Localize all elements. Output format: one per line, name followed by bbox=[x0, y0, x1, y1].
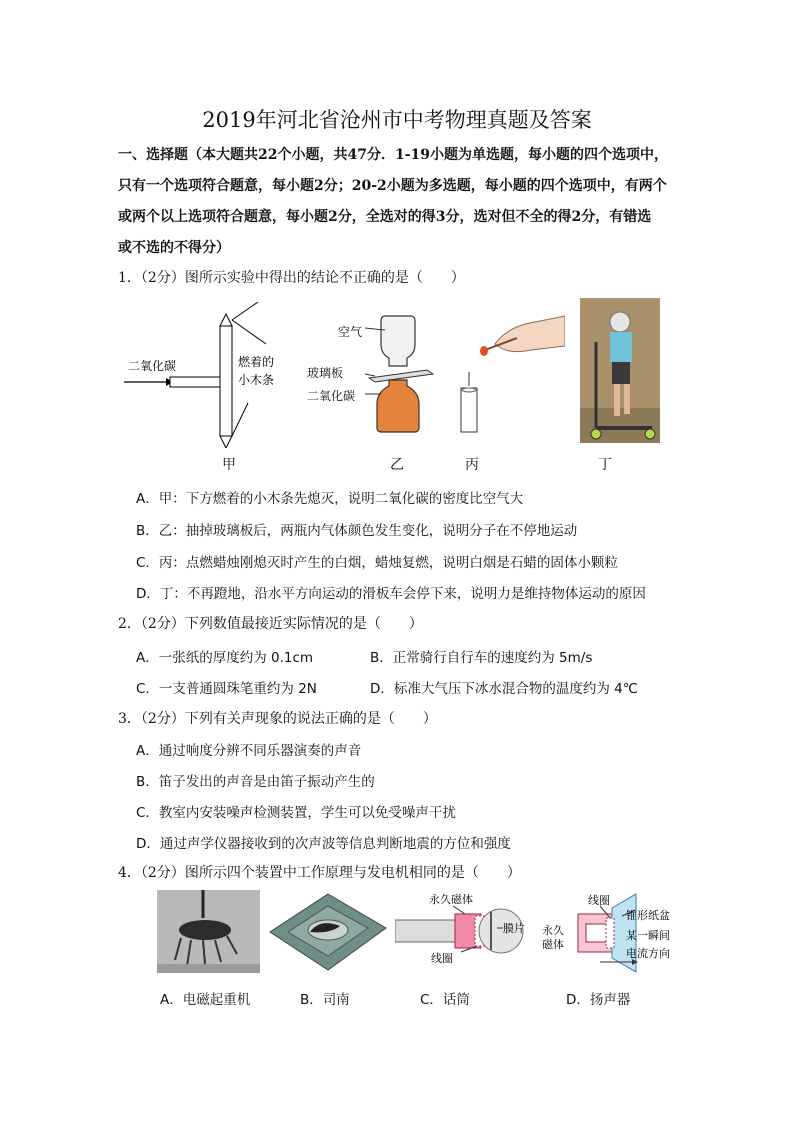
question-1-stem: 1．（2分）图所示实验中得出的结论不正确的是（ ） bbox=[118, 270, 465, 286]
co2-label-yi: 二氧化碳 bbox=[307, 389, 356, 403]
magnet-label-1: 永久 bbox=[542, 924, 564, 937]
air-bottle bbox=[381, 316, 415, 366]
caption-bing: 丙 bbox=[465, 457, 479, 473]
pointer-line bbox=[453, 906, 465, 914]
candle-tip-bottom bbox=[220, 436, 232, 448]
cone-label: 锥形纸盆 bbox=[626, 909, 670, 922]
electromagnet bbox=[179, 920, 231, 940]
q3-option-a: A．通过响度分辨不同乐器演奏的声音 bbox=[136, 743, 362, 759]
helmet bbox=[610, 312, 630, 332]
q4-caption-a: A．电磁起重机 bbox=[160, 992, 251, 1008]
stick-label-2: 小木条 bbox=[238, 373, 275, 387]
caption-ding: 丁 bbox=[598, 457, 612, 473]
figure-yi bbox=[335, 308, 445, 440]
scooter-wheel bbox=[591, 429, 601, 439]
co2-tube bbox=[170, 377, 220, 387]
caption-yi: 乙 bbox=[390, 457, 404, 473]
q3-option-d: D．通过声学仪器接收到的次声波等信息判断地震的方位和强度 bbox=[136, 836, 511, 852]
board bbox=[220, 326, 232, 436]
q1-option-b: B．乙：抽掉玻璃板后，两瓶内气体颜色发生变化，说明分子在不停地运动 bbox=[136, 523, 578, 539]
current-label: 电流方向 bbox=[626, 947, 670, 960]
leg bbox=[624, 384, 630, 414]
page-title: 2019年河北省沧州市中考物理真题及答案 bbox=[202, 108, 592, 132]
figure-sinan bbox=[268, 890, 388, 973]
q4-caption-b: B．司南 bbox=[300, 992, 350, 1008]
ground bbox=[157, 964, 260, 973]
q1-option-c: C．丙：点燃蜡烛刚熄灭时产生的白烟，蜡烛复燃，说明白烟是石蜡的固体小颗粒 bbox=[136, 555, 618, 571]
section-instructions bbox=[118, 140, 678, 264]
membrane-label: 膜片 bbox=[503, 922, 525, 935]
co2-label: 二氧化碳 bbox=[128, 359, 177, 373]
section-line-4: 或不选的不得分） bbox=[118, 240, 230, 256]
section-line-3: 或两个以上选项符合题意，每小题2分，全选对的得3分，选对但不全的得2分，有错选 bbox=[118, 209, 652, 225]
candle-top bbox=[462, 388, 476, 392]
section-line-1: 一、选择题（本大题共22个小题，共47分．1-19小题为单选题，每小题的四个选项中， bbox=[118, 147, 668, 163]
q3-option-c: C．教室内安装噪声检测装置，学生可以免受噪声干扰 bbox=[136, 805, 456, 821]
figure-jia bbox=[118, 298, 298, 448]
magnet-label: 永久磁体 bbox=[429, 893, 473, 906]
q2-option-a: A．一张纸的厚度约为 0.1cm bbox=[136, 650, 314, 666]
hand bbox=[495, 316, 565, 352]
figure-bing bbox=[455, 310, 565, 435]
candle bbox=[461, 388, 477, 432]
q3-option-b: B．笛子发出的声音是由笛子振动产生的 bbox=[136, 774, 375, 790]
coil-label: 线圈 bbox=[431, 952, 453, 965]
magnet-label-2: 磁体 bbox=[542, 938, 564, 951]
figure-electromagnet-crane bbox=[157, 890, 260, 973]
air-label: 空气 bbox=[338, 325, 363, 339]
caption-jia: 甲 bbox=[222, 457, 236, 473]
glass-label: 玻璃板 bbox=[307, 366, 344, 380]
coil-label: 线圈 bbox=[588, 894, 610, 907]
pointer-line bbox=[232, 320, 266, 344]
match-flame bbox=[480, 346, 488, 356]
shirt bbox=[610, 332, 632, 362]
candle-tip-top bbox=[220, 314, 232, 326]
figure-ding bbox=[580, 298, 660, 443]
figure-loudspeaker bbox=[540, 888, 685, 978]
figure-microphone bbox=[395, 890, 535, 975]
leg bbox=[614, 384, 620, 416]
q4-caption-c: C．话筒 bbox=[420, 992, 470, 1008]
scooter-wheel bbox=[645, 429, 655, 439]
q2-option-d: D．标准大气压下冰水混合物的温度约为 4℃ bbox=[370, 681, 638, 697]
pointer-line bbox=[365, 374, 375, 376]
q4-caption-d: D．扬声器 bbox=[566, 992, 631, 1008]
q2-option-b: B．正常骑行自行车的速度约为 5m/s bbox=[370, 650, 593, 666]
pointer-line bbox=[232, 403, 248, 436]
shorts bbox=[612, 362, 630, 384]
pointer-line bbox=[232, 302, 258, 320]
question-4-stem: 4．（2分）图所示四个装置中工作原理与发电机相同的是（ ） bbox=[118, 865, 521, 881]
coil bbox=[606, 918, 614, 948]
q2-option-c: C．一支普通圆珠笔重约为 2N bbox=[136, 681, 317, 697]
moment-label: 某一瞬间 bbox=[626, 929, 670, 942]
co2-bottle bbox=[377, 380, 419, 432]
q1-option-d: D．丁：不再蹬地，沿水平方向运动的滑板车会停下来，说明力是维持物体运动的原因 bbox=[136, 586, 646, 602]
question-3-stem: 3．（2分）下列有关声现象的说法正确的是（ ） bbox=[118, 711, 437, 727]
stick-label-1: 燃着的 bbox=[238, 355, 275, 369]
section-line-2: 只有一个选项符合题意，每小题2分；20-2小题为多选题，每小题的四个选项中，有两个 bbox=[118, 178, 667, 194]
question-2-stem: 2．（2分）下列数值最接近实际情况的是（ ） bbox=[118, 616, 423, 632]
q1-option-a: A．甲：下方燃着的小木条先熄灭，说明二氧化碳的密度比空气大 bbox=[136, 491, 524, 507]
